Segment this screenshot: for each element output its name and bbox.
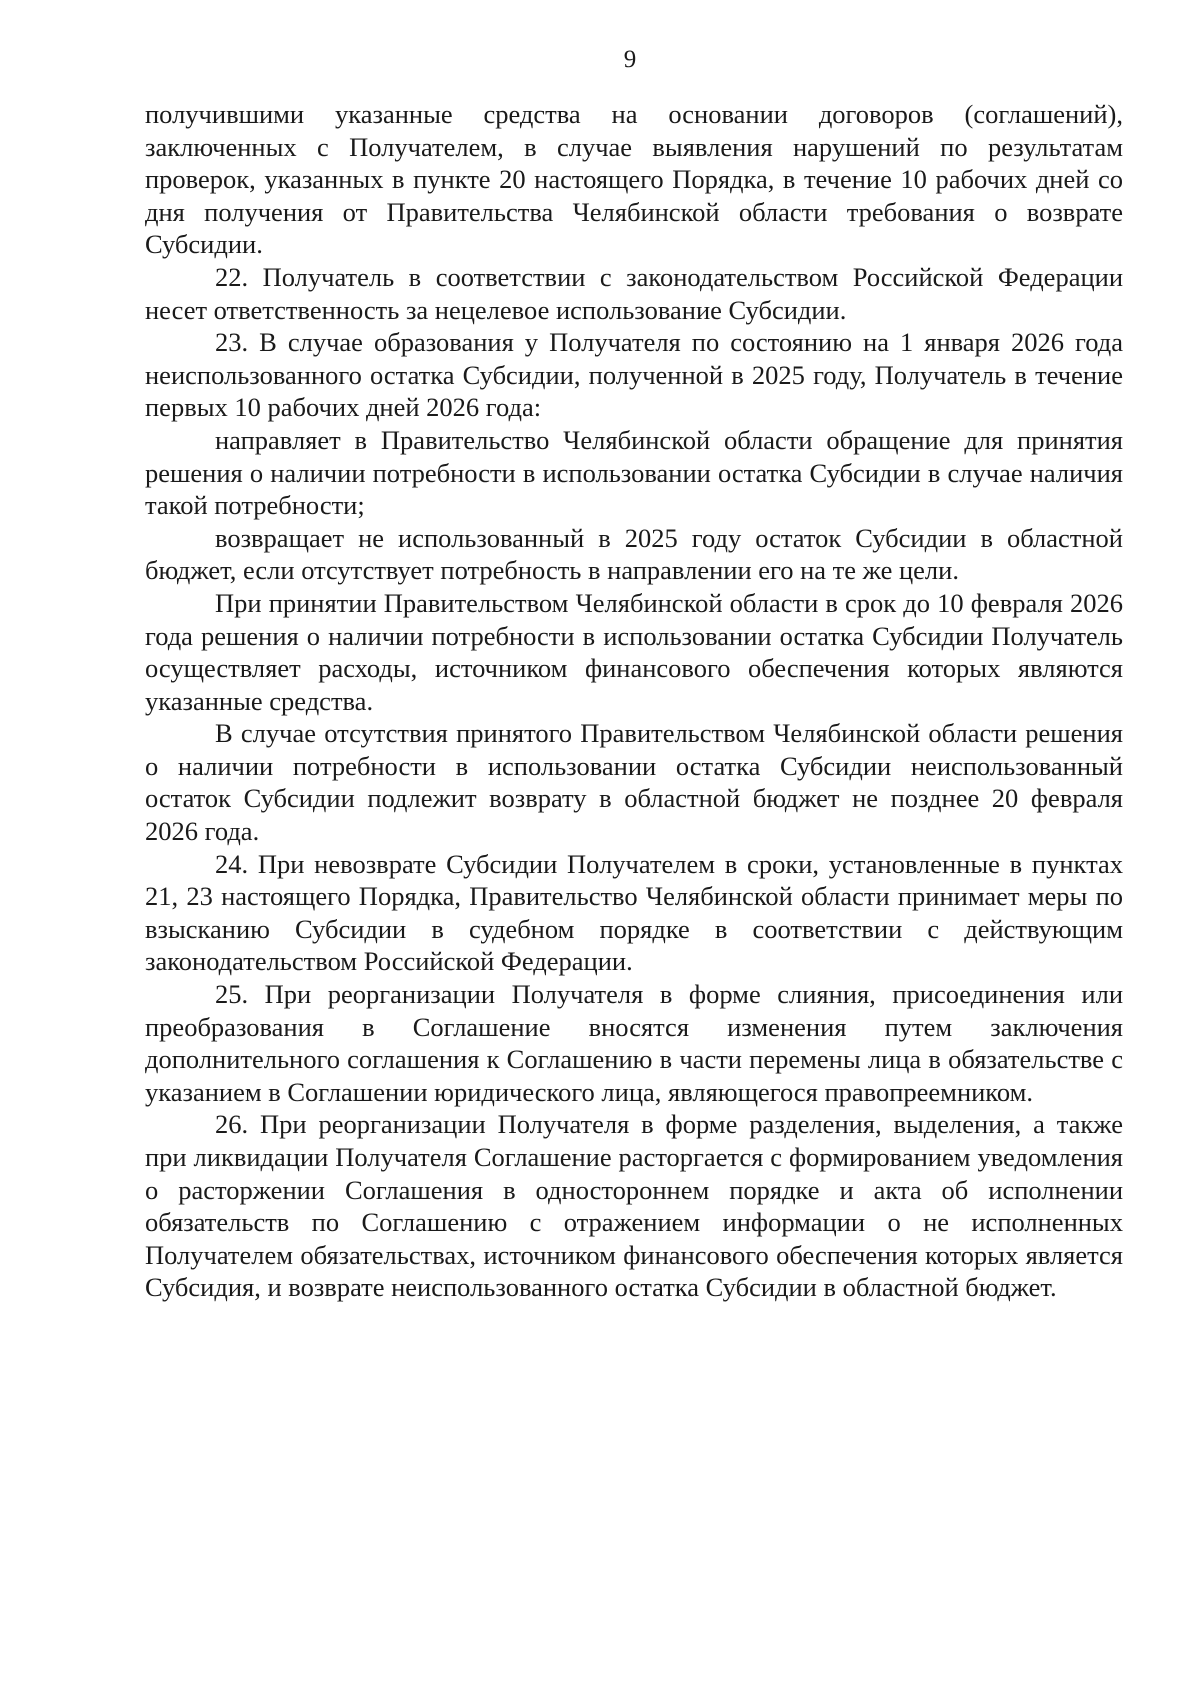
document-body <box>145 98 1123 1304</box>
paragraph-decision-deadline: При принятии Правительством Челябинской области в срок до 10 февраля 2026 года решения о наличии потребности в использовании остатка Субсидии Получатель осуществляет расходы, источником финансового обеспечения которых являются указанные средства. <box>145 587 1123 716</box>
paragraph-item-24: 24. При невозврате Субсидии Получателем в сроки, установленные в пунктах 21, 23 настоящего Порядка, Правительство Челябинской области принимает меры по взысканию Субсидии в судебном порядке в соответствии с действующим законодательством Российской Федерации. <box>145 848 1123 977</box>
paragraph-item-23-return: возвращает не использованный в 2025 году остаток Субсидии в областной бюджет, если отсутствует потребность в направлении его на те же цели. <box>145 522 1123 586</box>
paragraph-item-25: 25. При реорганизации Получателя в форме слияния, присоединения или преобразования в Соглашение вносятся изменения путем заключения дополнительного соглашения к Соглашению в части перемены лица в обязательстве с указанием в Соглашении юридического лица, являющегося правопреемником. <box>145 979 1123 1107</box>
paragraph-item-23-request: направляет в Правительство Челябинской области обращение для принятия решения о наличии потребности в использовании остатка Субсидии в случае наличия такой потребности; <box>145 424 1123 521</box>
paragraph-item-22: 22. Получатель в соответствии с законодательством Российской Федерации несет ответственность за нецелевое использование Субсидии. <box>145 261 1123 325</box>
page-number: 9 <box>623 46 637 73</box>
paragraph-continuation: получившими указанные средства на основании договоров (соглашений), заключенных с Получателем, в случае выявления нарушений по результатам проверок, указанных в пункте 20 настоящего Порядка, в течение 10 рабочих дней со дня получения от Правительства Челябинской области требования о возврате Субсидии. <box>145 99 1123 260</box>
paragraph-no-decision: В случае отсутствия принятого Правительством Челябинской области решения о наличии потребности в использовании остатка Субсидии неиспользованный остаток Субсидии подлежит возврату в областной бюджет не позднее 20 февраля 2026 года. <box>145 718 1123 847</box>
paragraph-item-23: 23. В случае образования у Получателя по состоянию на 1 января 2026 года неиспользованного остатка Субсидии, полученной в 2025 году, Получатель в течение первых 10 рабочих дней 2026 года: <box>145 327 1123 423</box>
paragraph-item-26: 26. При реорганизации Получателя в форме разделения, выделения, а также при ликвидации Получателя Соглашение расторгается с формированием уведомления о расторжении Соглашения в одностороннем порядке и акта об исполнении обязательств по Соглашению с отражением информации о не исполненных Получателем обязательствах, источником финансового обеспечения которых является Субсидия, и возврате неиспользованного остатка Субсидии в областной бюджет. <box>145 1109 1123 1303</box>
